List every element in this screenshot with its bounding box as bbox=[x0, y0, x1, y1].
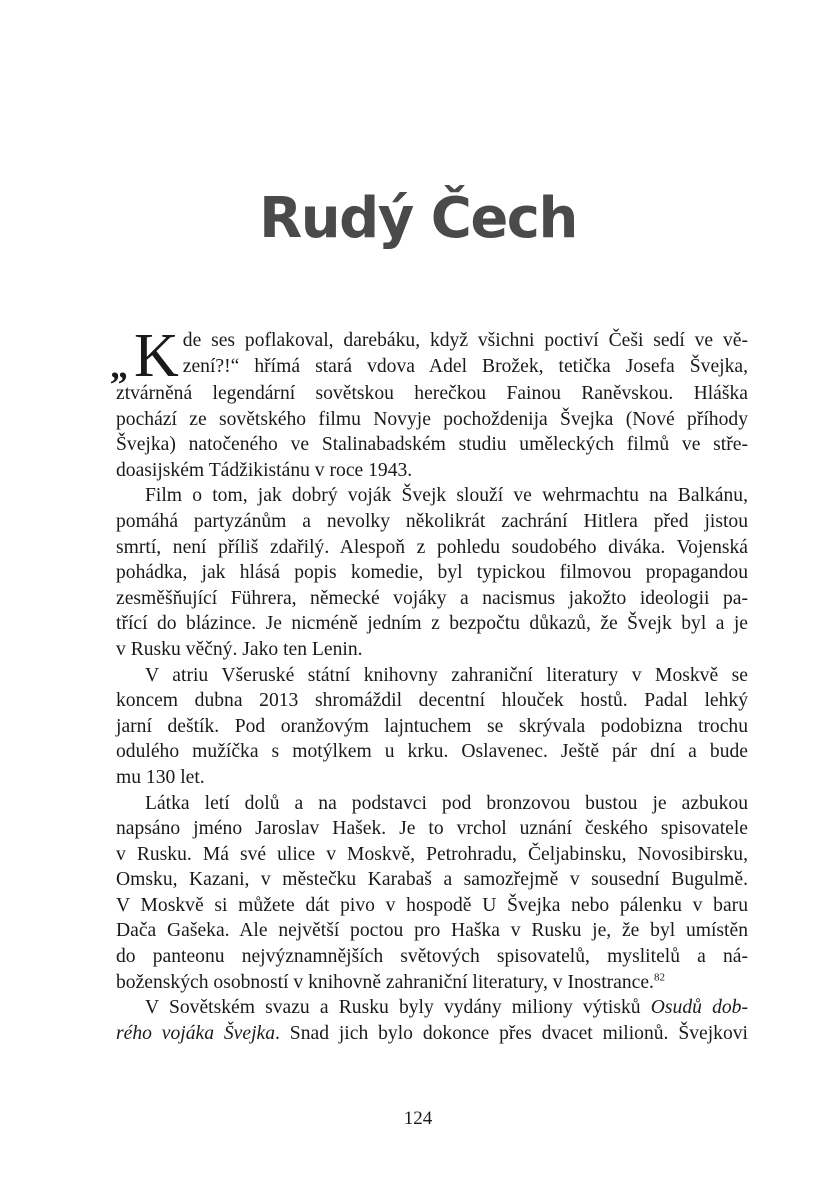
text-line: v Rusku věčný. Jako ten Lenin. bbox=[116, 638, 363, 660]
text-line-content: boženských osobností v knihovně zahraniční literatury, v Inostrance. bbox=[116, 971, 654, 993]
paragraph-5 bbox=[116, 995, 748, 1046]
text-line: Dača Gašeka. Ale největší poctou pro Haška v Rusku je, že byl umístěn bbox=[116, 920, 748, 942]
body-text bbox=[110, 322, 749, 1046]
text-line: pochází ze sovětského filmu Novyje pochoždenija Švejka (Nové příhody bbox=[116, 408, 748, 430]
text-line: mu 130 let. bbox=[116, 766, 205, 788]
drop-cap: K bbox=[134, 322, 179, 390]
text-line: pomáhá partyzánům a nevolky několikrát zachrání Hitlera před jistou bbox=[116, 510, 748, 532]
text-line: koncem dubna 2013 shromáždil decentní hlouček hostů. Padal lehký bbox=[116, 690, 748, 712]
text-line: de ses poflakoval, darebáku, když všichni poctiví Češi sedí ve vě- bbox=[182, 330, 748, 351]
chapter-title: Rudý Čech bbox=[259, 186, 577, 251]
text-line: doasijském Tádžikistánu v roce 1943. bbox=[116, 459, 413, 481]
book-title-italic: Osudů dob- bbox=[650, 997, 749, 1019]
text-segment: V Sovětském svazu a Rusku byly vydány miliony výtisků bbox=[145, 997, 651, 1019]
text-line: jarní deštík. Pod oranžovým lajntuchem se skrývala podobizna trochu bbox=[116, 715, 748, 737]
text-line bbox=[116, 995, 748, 1021]
text-line: V atriu Všeruské státní knihovny zahraniční literatury v Moskvě se bbox=[145, 664, 748, 686]
paragraph-1 bbox=[110, 322, 748, 483]
text-line: odulého mužíčka s motýlkem u krku. Oslavenec. Ještě pár dní a bude bbox=[116, 741, 748, 763]
footnote-reference: 82 bbox=[653, 971, 665, 984]
page-number: 124 bbox=[403, 1108, 433, 1129]
text-line: zení?!“ hřímá stará vdova Adel Brožek, tetička Josefa Švejka, bbox=[182, 355, 748, 377]
text-line bbox=[116, 970, 748, 996]
text-line: V Moskvě si můžete dát pivo v hospodě U Švejka nebo pálenku v baru bbox=[116, 894, 748, 916]
text-line bbox=[116, 1021, 748, 1047]
text-line: smrtí, není příliš zdařilý. Alespoň z pohledu soudobého diváka. Vojenská bbox=[116, 536, 748, 558]
text-line: pohádka, jak hlásá popis komedie, byl typickou filmovou propagandou bbox=[116, 562, 748, 584]
paragraph-3 bbox=[116, 663, 748, 791]
text-segment: . Snad jich bylo dokonce přes dvacet milionů. Švejkovi bbox=[275, 1022, 748, 1044]
paragraph-2 bbox=[116, 483, 748, 662]
text-line: Omsku, Kazani, v městečku Karabaš a samozřejmě v sousední Bugulmě. bbox=[116, 869, 748, 891]
text-line: ztvárněná legendární sovětskou herečkou Fainou Raněvskou. Hláška bbox=[116, 383, 748, 404]
text-line: do panteonu nejvýznamnějších světových spisovatelů, myslitelů a ná- bbox=[116, 946, 748, 968]
book-title-italic: rého vojáka Švejka bbox=[116, 1022, 276, 1044]
text-line: v Rusku. Má své ulice v Moskvě, Petrohradu, Čeljabinsku, Novosibirsku, bbox=[116, 843, 748, 865]
text-line: napsáno jméno Jaroslav Hašek. Je to vrchol uznání českého spisovatele bbox=[116, 818, 748, 840]
text-line: Látka letí dolů a na podstavci pod bronzovou bustou je azbukou bbox=[145, 792, 748, 814]
text-line: třící do blázince. Je nicméně jedním z bezpočtu důkazů, že Švejk byl a je bbox=[116, 613, 748, 635]
text-line: zesměšňující Führera, německé vojáky a nacismus jakožto ideologii pa- bbox=[116, 587, 748, 609]
text-line: Film o tom, jak dobrý voják Švejk slouží ve wehrmachtu na Balkánu, bbox=[145, 485, 748, 507]
opening-quote-mark: „ bbox=[110, 346, 128, 386]
text-line: Švejka) natočeného ve Stalinabadském studiu uměleckých filmů ve stře- bbox=[116, 434, 748, 456]
paragraph-4 bbox=[116, 791, 748, 996]
